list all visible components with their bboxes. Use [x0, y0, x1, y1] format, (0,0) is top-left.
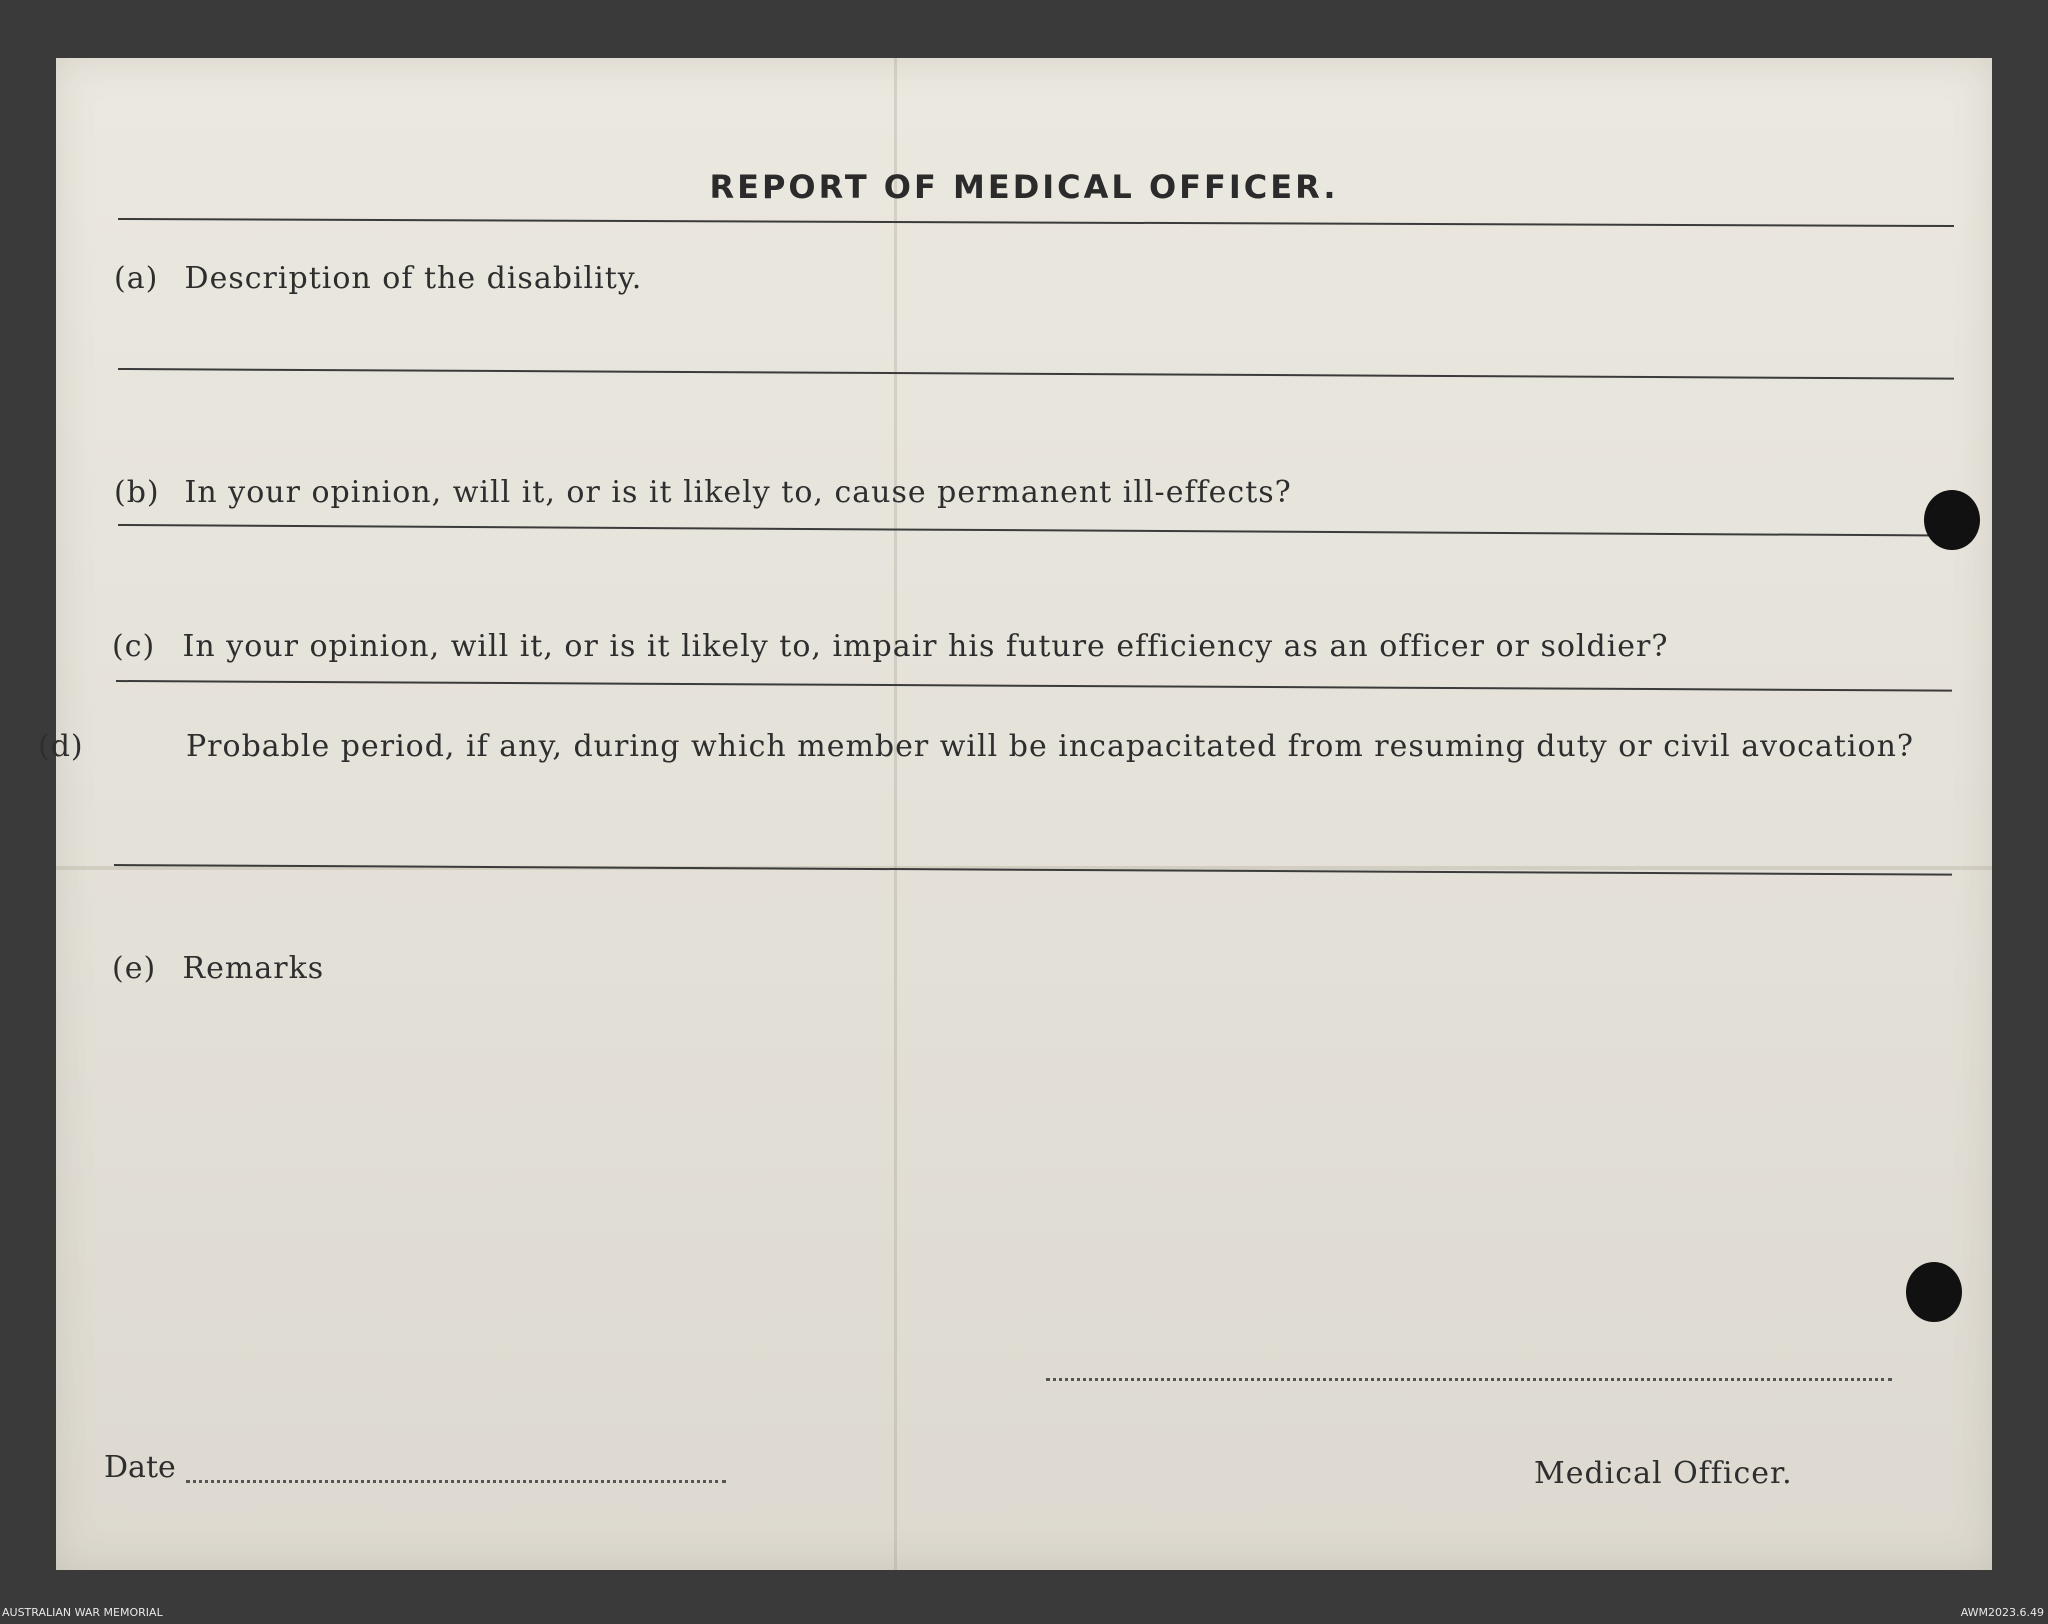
signature-field[interactable] [1046, 1378, 1892, 1381]
question-d-text: Probable period, if any, during which member will be incapacitated from resuming duty or civil avocation? [186, 729, 1914, 764]
date-label: Date [104, 1450, 176, 1485]
punch-hole-bottom [1906, 1262, 1962, 1322]
document-page [38, 58, 1992, 1570]
question-c-text: In your opinion, will it, or is it likely to, impair his future efficiency as an officer or soldier? [182, 629, 1669, 664]
question-e-text: Remarks [182, 951, 325, 986]
question-d-label: (d) [38, 729, 84, 764]
question-b-label: (b) [114, 475, 160, 510]
question-a-text: Description of the disability. [184, 261, 643, 296]
question-e [112, 952, 324, 986]
question-b-text: In your opinion, will it, or is it likely to, cause permanent ill-effects? [184, 475, 1292, 510]
question-a-label: (a) [114, 261, 159, 296]
question-c [112, 630, 1668, 664]
question-d [38, 729, 1962, 764]
question-a [114, 262, 642, 296]
title-rule [118, 218, 1954, 227]
question-e-label: (e) [112, 951, 157, 986]
footer-left: AUSTRALIAN WAR MEMORIAL [2, 1606, 163, 1619]
punch-hole-top [1924, 490, 1980, 550]
answer-line-c [116, 680, 1952, 692]
question-c-label: (c) [112, 629, 156, 664]
answer-line-b [118, 524, 1954, 537]
question-b [114, 476, 1292, 510]
answer-line-a [118, 368, 1954, 380]
vertical-fold-crease [894, 58, 897, 1570]
medical-officer-label: Medical Officer. [1534, 1456, 1793, 1491]
date-field[interactable] [186, 1480, 726, 1483]
form-title: REPORT OF MEDICAL OFFICER. [709, 168, 1339, 206]
footer-right: AWM2023.6.49 [1960, 1606, 2044, 1619]
